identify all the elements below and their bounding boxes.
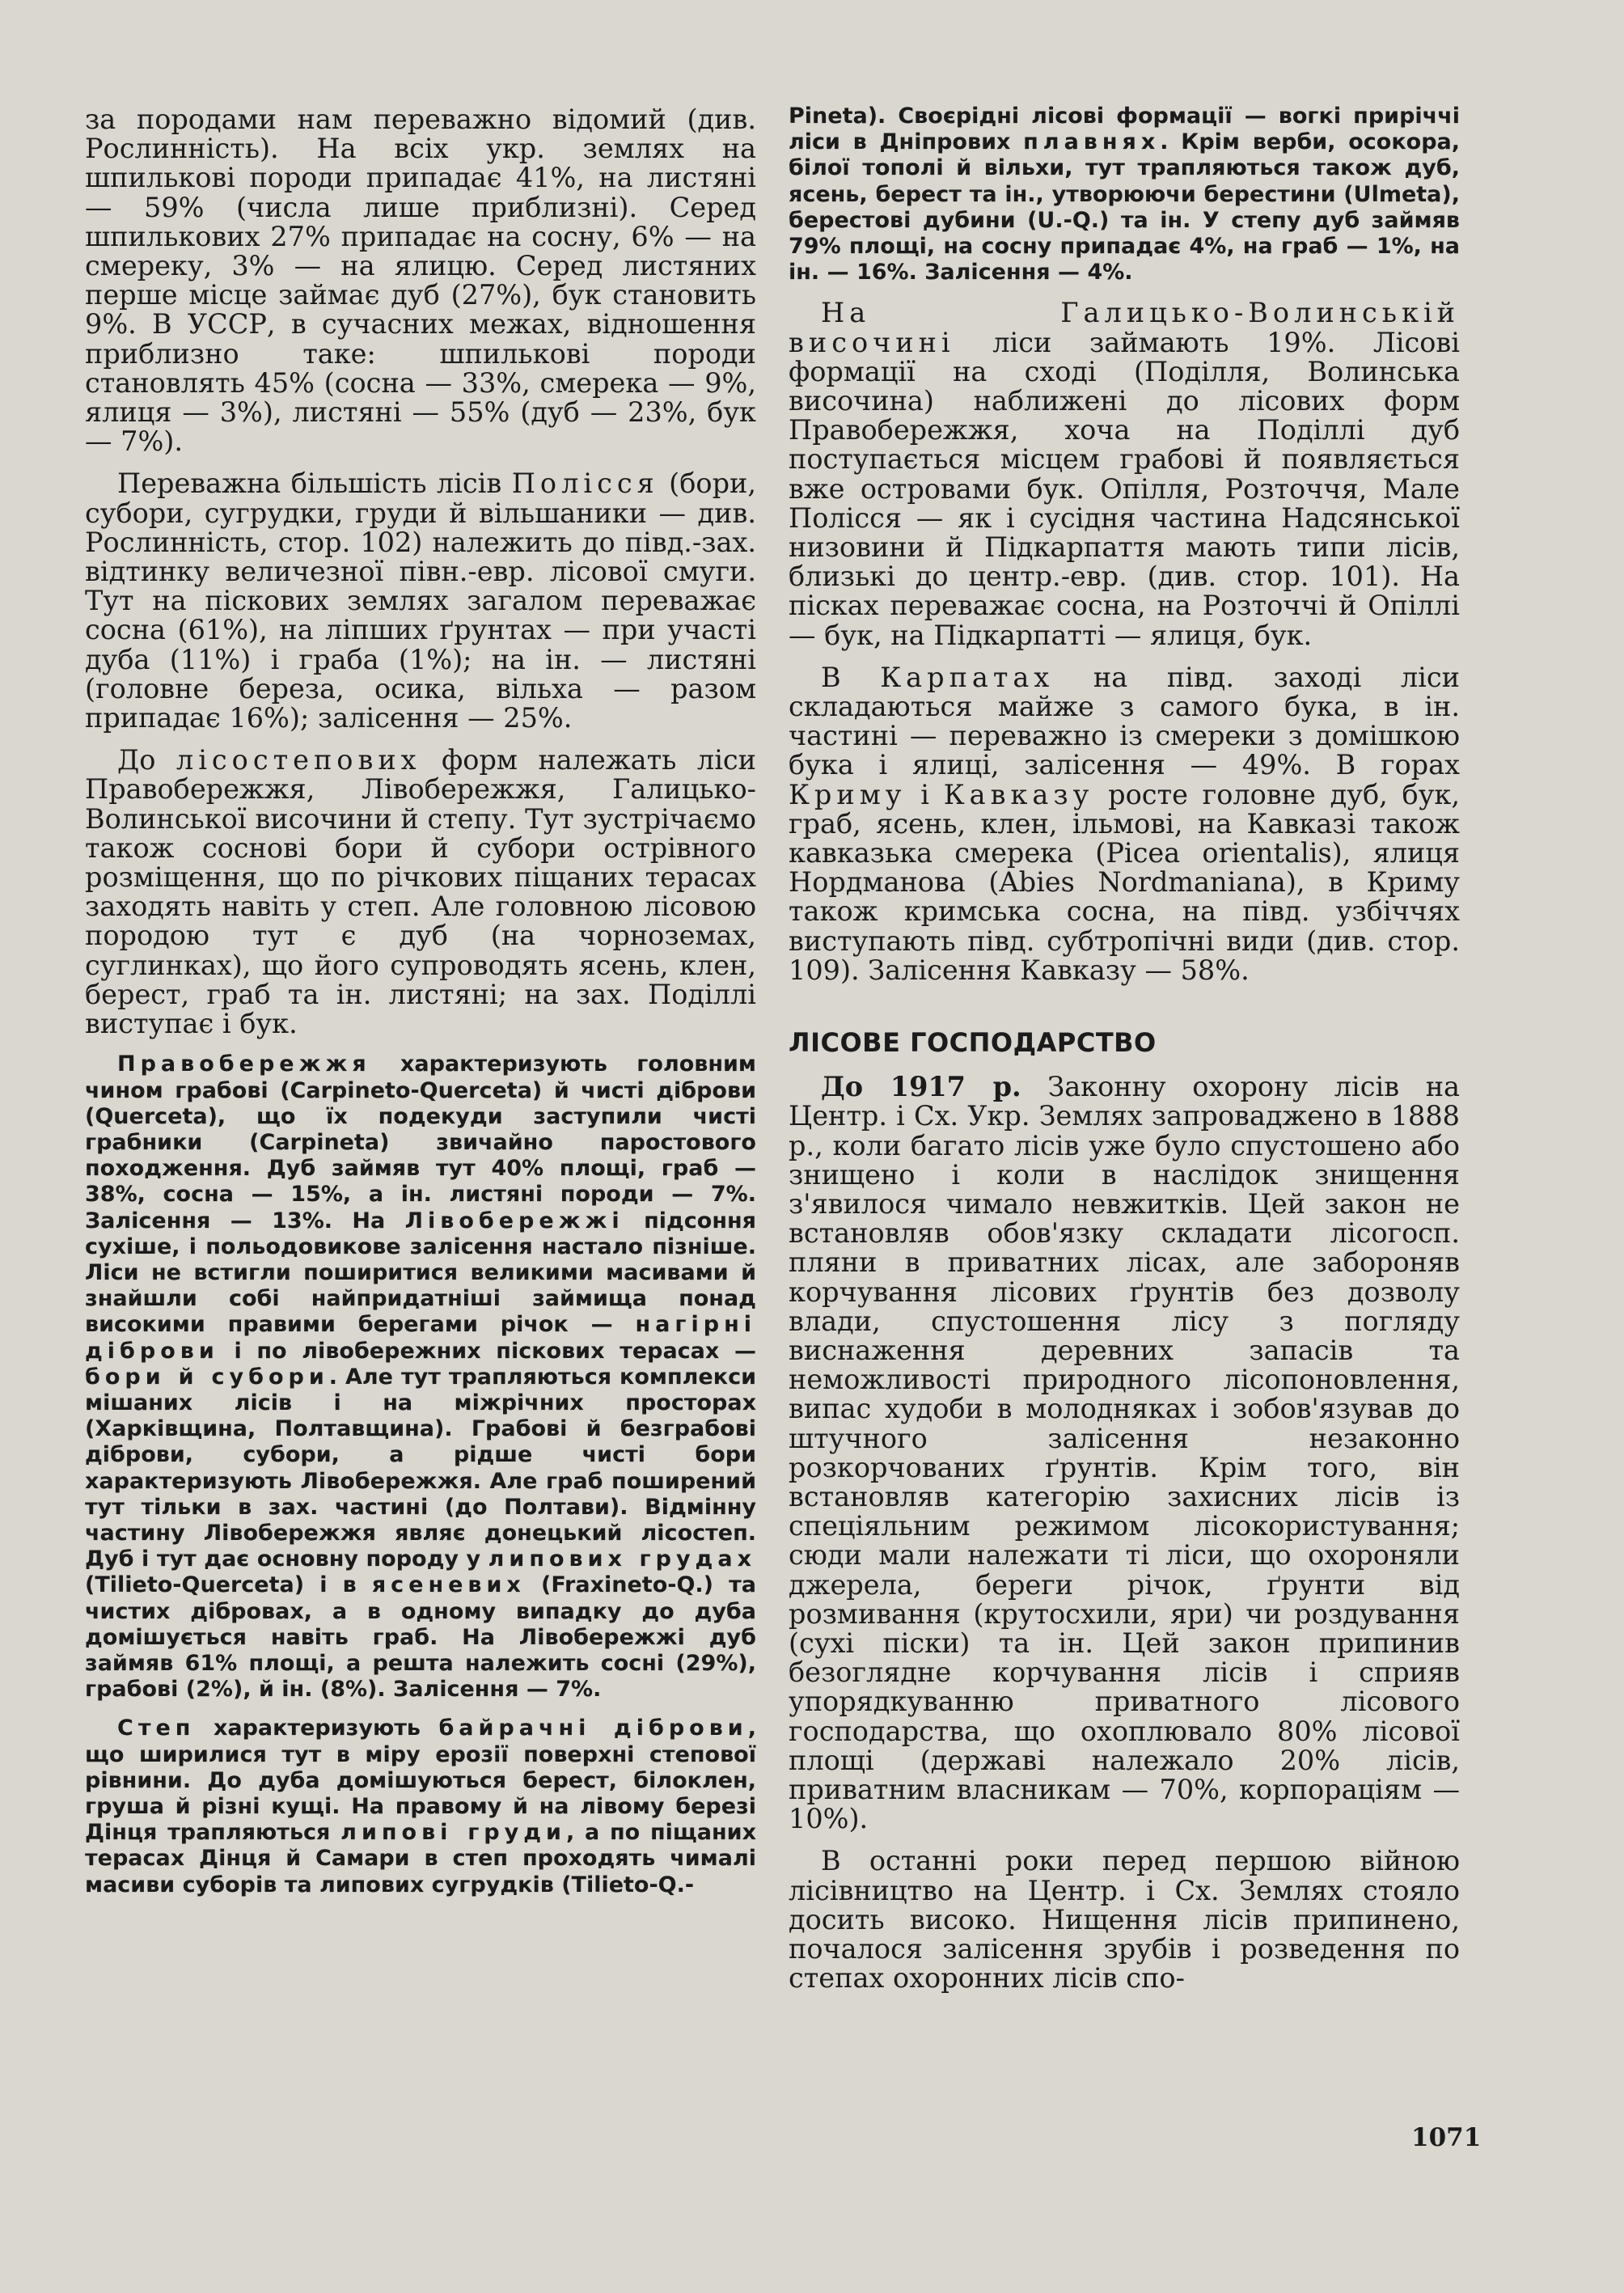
paragraph-prewar-years: В останні роки перед першою війною лісівництво на Центр. і Сх. Землях стояло досить високо. Нищення лісів припинено, почалося залісення зрубів і розведення по степах охоронних лісів спо- [789,1845,1460,1995]
page-number: 1071 [1411,2123,1482,2152]
paragraph-before-1917: До 1917 р. Законну охорону лісів на Центр. і Сх. Укр. Землях запроваджено в 1888 р., коли багато лісів уже було спустошено або знищено і коли в наслідок знищення з'явилося чимало невжитків. Цей закон не встановляв обов'язку складати лісогосп. пляни в приватних лісах, але забороняв корчування лісових ґрунтів без дозволу влади, спустошення лісу з погляду виснаження деревних запасів та неможливості природного лісопоновлення, випас худоби в молодняках і зобов'язував до штучного залісення незаконно розкорчованих ґрунтів. Крім того, він встановляв категорію захисних лісів із спеціяльним режимом лісокористування; сюди мали належати ті ліси, що охороняли джерела, береги річок, ґрунти від розмивання (крутосхили, яри) чи роздування (сухі піски) та ін. Цей закон припинив безоглядне корчування лісів і сприяв упорядкуванню приватного лісового господарства, що охоплювало 80% лісової площі (державі належало 20% лісів, приватним власникам — 70%, корпораціям — 10%). [789,1071,1460,1835]
paragraph-carpathians: В Карпатах на півд. заході ліси складаються майже з самого бука, в ін. частині — переважно із смереки з домішкою бука і ялиці, залісення — 49%. В горах Криму і Кавказу росте головне дуб, бук, граб, ясень, клен, ільмові, на Кавказі також кавказька смерека (Picea orientalis), ялиця Нордманова (Abies Nordmaniana), в Криму також кримська сосна, на півд. узбіччях виступають півд. субтропічні види (див. стор. 109). Залісення Кавказу — 58%. [789,661,1461,986]
section-heading: ЛІСОВЕ ГОСПОДАРСТВО [789,1027,1157,1059]
subheading-before-1917: До 1917 р. [821,1071,1021,1103]
term-forest-steppe: лісостепових [176,744,421,776]
paragraph-steppe: Степ характеризують байрачні діброви, що ширилися тут в міру ерозії поверхні степової рівнини. До дуба домішуються берест, білоклен, груша й різні кущі. На правому й на лівому березі Дінця трапляються липові груди, а по піщаних терасах Дінця й Самари в степ проходять чималі масиви суборів та липових сугрудків (Tilieto-Q.- [85,1716,756,1897]
paragraph-right-left-bank: Правобережжя характеризують головним чином грабові (Carpineto-Querceta) й чисті діброви (Querceta), що їх подекуди заступили чисті грабники (Carpineta) звичайно паростового походження. Дуб займяв тут 40% площі, граб — 38%, сосна — 15%, а ін. листяні породи — 7%. Залісення — 13%. На Лівобережжі підсоння сухіше, і польодовикове залісення настало пізніше. Ліси не встигли поширитися великими масивами й знайшли собі найпридатніші займища понад високими правими берегами річок — нагірні діброви і по лівобережних піскових терасах — бори й субори. Але тут трапляються комплекси мішаних лісів і на міжрічних просторах (Харківщина, Полтавщина). Грабові й безграбові діброви, субори, а рідше чисті бори характеризують Лівобережжя. Але граб поширений тут тільки в зах. частині (до Полтави). Відмінну частину Лівобережжя являє донецький лісостеп. Дуб і тут дає основну породу у липових грудах (Tilieto-Querceta) і в ясеневих (Fraxineto-Q.) та чистих дібровах, а в одному випадку до дуба домішується навіть граб. На Лівобережжі дуб займяв 61% площі, а решта належить сосні (29%), грабові (2%), й ін. (8%). Залісення — 7%. [85,1051,756,1703]
paragraph-species-share: за породами нам переважно відомий (див. Рослинність). На всіх укр. землях на шпилькові породи припадає 41%, на листяні — 59% (числа лише приблизні). Серед шпилькових 27% припадає на сосну, 6% — на смереку, 3% — на ялицю. Серед листяних перше місце займає дуб (27%), бук становить 9%. В УССР, в сучасних межах, відношення приблизно таке: шпилькові породи становлять 45% (сосна — 33%, смерека — 9%, ялиця — 3%), листяні — 55% (дуб — 23%, бук — 7%). [85,104,756,458]
term-halych-volyn: На Галицько-Волинській височині [789,297,1460,358]
right-column [789,104,1460,1993]
paragraph-polissia: Переважна більшість лісів Полісся (бори, субори, сугрудки, груди й вільшаники — див. Рослинність, стор. 102) належить до півд.-зах. відтинку величезної півн.-евр. лісової смуги. Тут на піскових землях загалом переважає сосна (61%), на ліпших ґрунтах — при участі дуба (11%) і граба (1%); на ін. — листяні (головне береза, осика, вільха — разом припадає 16%); залісення — 25%. [85,467,756,734]
left-column [85,105,756,1898]
paragraph-dnipro-floodplains: Pineta). Своєрідні лісові формації — вогкі приріччі ліси в Дніпрових плавнях. Крім верби, осокора, білої тополі й вільхи, тут трапляються також дуб, ясень, берест та ін., утворюючи берестини (Ulmeta), берестові дубини (U.-Q.) та ін. У степу дуб займяв 79% площі, на сосну припадає 4%, на граб — 1%, на ін. — 16%. Залісення — 4%. [789,104,1460,286]
paragraph-halych-volyn: На Галицько-Волинській височині ліси займають 19%. Лісові формації на сході (Поділля, Волинська височина) наближені до лісових форм Правобережжя, хоча на Поділлі дуб поступається місцем грабові й появляється вже островами бук. Опілля, Розточчя, Мале Полісся — як і сусідня частина Надсянської низовини й Підкарпаття мають типи лісів, близькі до центр.-евр. (див. стор. 101). На пісках переважає сосна, на Розточчі й Опіллі — бук, на Підкарпатті — ялиця, бук. [789,297,1460,651]
paragraph-forest-steppe: До лісостепових форм належать ліси Правобережжя, Лівобережжя, Галицько-Волинської височини й степу. Тут зустрічаємо також соснові бори й субори острівного розміщення, що по річкових піщаних терасах заходять навіть у степ. Але головною лісовою породою тут є дуб (на чорноземах, суглинках), що його супроводять ясень, клен, берест, граб та ін. листяні; на зах. Поділлі виступає і бук. [85,744,757,1040]
term-polissia: Полісся [511,467,659,500]
